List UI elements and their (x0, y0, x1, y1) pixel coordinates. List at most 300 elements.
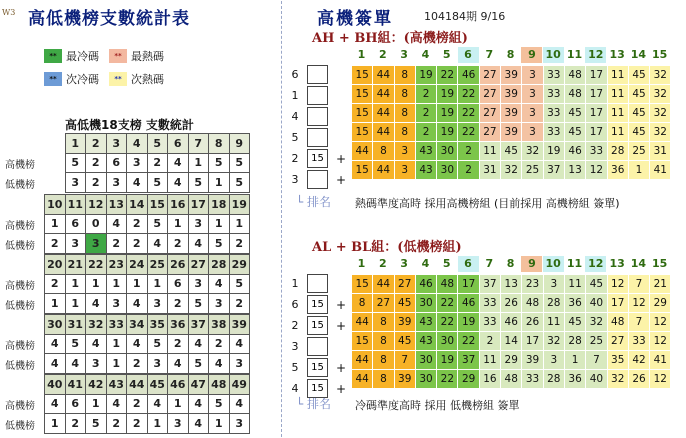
stat-cell: 2 (168, 234, 189, 254)
stat-cell: 2 (127, 234, 148, 254)
stat-row-label: 高機榜 (5, 281, 35, 292)
heatmap-cell: 39 (501, 123, 522, 142)
heatmap-cell: 27 (607, 332, 628, 351)
heatmap-cell: 27 (479, 123, 500, 142)
row-plus: + (336, 173, 347, 187)
stat-title: 高低機18支榜 支數統計 (65, 118, 194, 132)
stat-cell: 12 (86, 195, 107, 215)
stat-cell: 2 (45, 274, 66, 294)
stat-cell: 3 (229, 414, 250, 434)
heatmap-cell: 15 (352, 123, 373, 142)
stat-cell: 4 (188, 234, 209, 254)
stat-row-header (45, 195, 250, 215)
heatmap-cell: 40 (586, 294, 607, 313)
heatmap-cell: 22 (458, 332, 479, 351)
row-box (307, 86, 328, 105)
heatmap-cell: 22 (437, 370, 458, 389)
heatmap-cell: 28 (543, 294, 564, 313)
stat-cell: 5 (188, 354, 209, 374)
heatmap-cell: 42 (628, 351, 649, 370)
stat-row-label: 高機榜 (5, 341, 35, 352)
stat-cell: 2 (127, 414, 148, 434)
stat-cell: 1 (147, 274, 168, 294)
stat-cell: 8 (209, 134, 230, 154)
stat-cell: 0 (86, 214, 107, 234)
row-box (307, 65, 328, 84)
heatmap-cell: 19 (458, 313, 479, 332)
heatmap-cell: 8 (394, 85, 415, 104)
heatmap-cell: 40 (586, 370, 607, 389)
stat-cell: 19 (229, 195, 250, 215)
heatmap-row (352, 161, 671, 180)
left-title: 高低機榜支數統計表 (28, 9, 190, 29)
stat-row-label: 低機榜 (5, 421, 35, 432)
heatmap-cell: 17 (586, 85, 607, 104)
stat-row-header (45, 375, 250, 395)
heatmap-cell: 32 (650, 66, 671, 85)
heatmap-low (351, 274, 671, 389)
stat-block-1 (65, 133, 251, 193)
column-header: 8 (506, 48, 515, 61)
heatmap-cell: 22 (437, 294, 458, 313)
heatmap-cell: 23 (522, 275, 543, 294)
stat-cell: 4 (147, 234, 168, 254)
stat-cell: 40 (45, 375, 66, 395)
heatmap-cell: 32 (650, 104, 671, 123)
heatmap-cell: 3 (394, 161, 415, 180)
heatmap-cell: 12 (650, 370, 671, 389)
group-low-title: AL + BL組：(低機榜組) (312, 240, 462, 255)
row-rank: 6 (291, 68, 299, 81)
stat-cell: 2 (86, 153, 107, 173)
heatmap-cell: 43 (415, 161, 436, 180)
row-rank: 4 (291, 110, 299, 123)
stat-cell: 5 (147, 214, 168, 234)
heatmap-cell: 32 (543, 332, 564, 351)
heatmap-cell: 48 (437, 275, 458, 294)
stat-cell: 5 (147, 334, 168, 354)
heatmap-cell: 36 (564, 294, 585, 313)
heatmap-cell: 31 (650, 142, 671, 161)
legend-swatch-coldest: ** (44, 49, 62, 63)
stat-cell: 6 (168, 274, 189, 294)
stat-cell: 2 (147, 153, 168, 173)
stat-row-high (65, 153, 250, 173)
column-header: 13 (609, 48, 625, 61)
stat-row-header (45, 255, 250, 275)
heatmap-cell: 17 (586, 104, 607, 123)
column-header: 9 (521, 47, 542, 63)
stat-cell: 4 (209, 274, 230, 294)
heatmap-cell: 33 (543, 104, 564, 123)
heatmap-cell: 41 (650, 351, 671, 370)
stat-cell: 46 (168, 375, 189, 395)
legend-label-coldest: 最冷碼 (66, 50, 99, 63)
column-header: 11 (566, 257, 583, 270)
heatmap-cell: 3 (543, 351, 564, 370)
heatmap-cell: 19 (415, 66, 436, 85)
stat-cell: 4 (127, 294, 148, 314)
stat-row-low (45, 414, 250, 434)
heatmap-cell: 32 (607, 370, 628, 389)
stat-cell: 2 (168, 294, 189, 314)
column-header: 12 (585, 256, 606, 272)
heatmap-cell: 39 (501, 85, 522, 104)
heatmap-cell: 28 (607, 142, 628, 161)
stat-cell: 20 (45, 255, 66, 275)
heatmap-cell: 27 (394, 275, 415, 294)
stat-cell: 30 (45, 315, 66, 335)
heatmap-row (352, 370, 671, 389)
note-high: 熱碼準度高時 採用高機榜組 (目前採用 高機榜組 簽單) (355, 197, 620, 210)
heatmap-cell: 17 (458, 275, 479, 294)
heatmap-cell: 45 (586, 275, 607, 294)
heatmap-cell: 44 (352, 142, 373, 161)
heatmap-row (352, 275, 671, 294)
stat-cell: 4 (147, 394, 168, 414)
stat-cell: 21 (65, 255, 86, 275)
heatmap-cell: 45 (564, 123, 585, 142)
stat-cell: 1 (45, 214, 66, 234)
legend-label-second-cold: 次冷碼 (66, 73, 99, 86)
heatmap-cell: 8 (373, 313, 394, 332)
stat-row-header (65, 134, 250, 154)
column-header: 10 (543, 47, 564, 63)
stat-row-label: 高機榜 (5, 401, 35, 412)
heatmap-cell: 15 (352, 332, 373, 351)
column-header: 2 (378, 48, 387, 61)
stat-cell: 2 (106, 414, 127, 434)
row-rank: 1 (291, 89, 299, 102)
stat-cell: 2 (86, 173, 107, 193)
row-box: 15 (307, 149, 328, 168)
heatmap-cell: 11 (607, 123, 628, 142)
heatmap-cell: 44 (373, 104, 394, 123)
heatmap-cell: 33 (543, 66, 564, 85)
stat-cell: 1 (209, 173, 230, 193)
right-title: 高機簽單 (317, 9, 393, 29)
stat-cell: 1 (106, 334, 127, 354)
heatmap-cell: 35 (607, 351, 628, 370)
heatmap-cell: 48 (501, 370, 522, 389)
heatmap-cell: 3 (522, 123, 543, 142)
stat-cell: 38 (209, 315, 230, 335)
heatmap-cell: 7 (586, 351, 607, 370)
heatmap-cell: 39 (522, 351, 543, 370)
stat-row-label: 高機榜 (5, 221, 35, 232)
stat-cell: 29 (229, 255, 250, 275)
column-header: 1 (357, 48, 366, 61)
row-box (307, 170, 328, 189)
stat-cell: 1 (86, 274, 107, 294)
heatmap-cell: 30 (437, 161, 458, 180)
heatmap-cell: 44 (373, 123, 394, 142)
column-header: 15 (652, 48, 668, 61)
stat-cell: 2 (127, 214, 148, 234)
heatmap-cell: 44 (373, 161, 394, 180)
row-rank: 1 (291, 277, 299, 290)
column-header: 14 (630, 257, 647, 270)
heatmap-cell: 39 (394, 370, 415, 389)
stat-cell: 3 (168, 414, 189, 434)
heatmap-cell: 32 (586, 313, 607, 332)
stat-cell: 39 (229, 315, 250, 335)
column-header: 8 (506, 257, 515, 270)
period-label: 104184期 9/16 (424, 10, 506, 23)
heatmap-cell: 11 (607, 66, 628, 85)
stat-cell: 6 (65, 214, 86, 234)
heatmap-cell: 37 (458, 351, 479, 370)
heatmap-cell: 11 (607, 104, 628, 123)
heatmap-cell: 8 (352, 294, 373, 313)
legend-label-hottest: 最熱碼 (131, 50, 164, 63)
stat-cell: 2 (229, 234, 250, 254)
heatmap-cell: 22 (458, 123, 479, 142)
row-rank: 2 (291, 319, 299, 332)
heatmap-row (352, 85, 671, 104)
stat-cell: 3 (65, 234, 86, 254)
stat-cell: 48 (209, 375, 230, 395)
stat-cell: 5 (188, 173, 209, 193)
stat-cell: 25 (147, 255, 168, 275)
stat-block-3 (44, 254, 250, 314)
row-box (307, 107, 328, 126)
heatmap-cell: 15 (352, 104, 373, 123)
heatmap-cell: 32 (650, 85, 671, 104)
stat-cell: 4 (127, 334, 148, 354)
heatmap-cell: 3 (522, 104, 543, 123)
stat-cell: 4 (65, 354, 86, 374)
heatmap-cell: 19 (543, 142, 564, 161)
heatmap-cell: 13 (564, 161, 585, 180)
heatmap-cell: 45 (628, 123, 649, 142)
heatmap-cell: 46 (501, 313, 522, 332)
stat-cell: 24 (127, 255, 148, 275)
stat-cell: 4 (86, 334, 107, 354)
heatmap-cell: 27 (479, 85, 500, 104)
column-header: 5 (442, 48, 451, 61)
heatmap-row (352, 313, 671, 332)
stat-cell: 1 (65, 134, 86, 154)
heatmap-cell: 15 (352, 66, 373, 85)
stat-cell: 33 (106, 315, 127, 335)
stat-cell: 4 (229, 334, 250, 354)
heatmap-cell: 3 (394, 142, 415, 161)
stat-cell: 4 (188, 414, 209, 434)
heatmap-cell: 26 (628, 370, 649, 389)
stat-cell: 1 (86, 394, 107, 414)
stat-cell: 22 (86, 255, 107, 275)
stat-cell: 3 (188, 274, 209, 294)
legend-swatch-hottest: ** (109, 49, 127, 63)
legend (44, 48, 164, 87)
heatmap-cell: 44 (352, 313, 373, 332)
stat-cell: 42 (86, 375, 107, 395)
stat-cell: 4 (45, 354, 66, 374)
stat-cell: 1 (147, 414, 168, 434)
stat-cell: 1 (65, 274, 86, 294)
stat-row-low (45, 354, 250, 374)
heatmap-cell: 45 (628, 85, 649, 104)
column-header: 5 (442, 257, 451, 270)
heatmap-cell: 46 (458, 294, 479, 313)
stat-cell: 5 (86, 414, 107, 434)
stat-cell: 26 (168, 255, 189, 275)
stat-cell: 9 (229, 134, 250, 154)
stat-cell: 31 (65, 315, 86, 335)
heatmap-cell: 27 (479, 66, 500, 85)
heatmap-cell: 33 (479, 313, 500, 332)
stat-cell: 3 (106, 134, 127, 154)
heatmap-cell: 11 (479, 351, 500, 370)
column-header: 6 (458, 47, 479, 63)
row-plus: + (336, 152, 347, 166)
row-plus: + (336, 298, 347, 312)
stat-cell: 3 (188, 214, 209, 234)
heatmap-cell: 3 (522, 85, 543, 104)
stat-row-low (65, 173, 250, 193)
stat-cell: 1 (168, 214, 189, 234)
heatmap-cell: 19 (437, 351, 458, 370)
heatmap-cell: 15 (352, 85, 373, 104)
heatmap-cell: 3 (543, 275, 564, 294)
stat-cell: 2 (45, 234, 66, 254)
heatmap-cell: 45 (394, 332, 415, 351)
heatmap-cell: 2 (479, 332, 500, 351)
stat-cell: 1 (229, 214, 250, 234)
row-box: 15 (307, 316, 328, 335)
heatmap-cell: 44 (352, 351, 373, 370)
heatmap-cell: 29 (458, 370, 479, 389)
heatmap-cell: 15 (352, 275, 373, 294)
heatmap-cell: 17 (607, 294, 628, 313)
stat-cell: 3 (229, 354, 250, 374)
column-header: 11 (566, 48, 583, 61)
stat-cell: 3 (86, 354, 107, 374)
stat-row-high (45, 274, 250, 294)
heatmap-cell: 26 (501, 294, 522, 313)
stat-cell: 4 (127, 173, 148, 193)
sheet-tag: W3 (2, 8, 16, 17)
legend-swatch-second-hot: ** (109, 72, 127, 86)
heatmap-cell: 30 (415, 351, 436, 370)
row-rank: 5 (291, 131, 299, 144)
heatmap-cell: 46 (458, 66, 479, 85)
heatmap-cell: 15 (352, 161, 373, 180)
heatmap-cell: 3 (522, 66, 543, 85)
stat-cell: 4 (106, 214, 127, 234)
heatmap-cell: 43 (415, 332, 436, 351)
stat-row-label: 低機榜 (5, 361, 35, 372)
stat-cell: 15 (147, 195, 168, 215)
stat-row-label: 低機榜 (5, 241, 35, 252)
heatmap-cell: 21 (650, 275, 671, 294)
stat-cell: 1 (45, 414, 66, 434)
stat-cell: 5 (147, 173, 168, 193)
heatmap-cell: 45 (628, 104, 649, 123)
heatmap-cell: 36 (564, 370, 585, 389)
stat-row-label: 低機榜 (5, 301, 35, 312)
heatmap-cell: 7 (628, 275, 649, 294)
heatmap-cell: 2 (415, 123, 436, 142)
heatmap-cell: 28 (564, 332, 585, 351)
heatmap-cell: 33 (543, 85, 564, 104)
stat-cell: 2 (168, 334, 189, 354)
row-rank: 6 (291, 298, 299, 311)
stat-cell: 45 (147, 375, 168, 395)
heatmap-cell: 1 (564, 351, 585, 370)
stat-cell: 3 (127, 153, 148, 173)
stat-cell: 6 (106, 153, 127, 173)
row-plus: + (336, 382, 347, 396)
column-header: 7 (485, 257, 494, 270)
legend-swatch-second-cold: ** (44, 72, 62, 86)
heatmap-cell: 39 (394, 313, 415, 332)
legend-label-second-hot: 次熱碼 (131, 73, 164, 86)
heatmap-cell: 32 (501, 161, 522, 180)
column-header: 10 (543, 256, 564, 272)
stat-cell: 2 (127, 354, 148, 374)
heatmap-cell: 19 (437, 104, 458, 123)
heatmap-cell: 45 (394, 294, 415, 313)
stat-block-2 (44, 194, 250, 254)
stat-cell: 44 (127, 375, 148, 395)
stat-cell: 2 (229, 294, 250, 314)
column-header: 4 (421, 257, 430, 270)
stat-cell: 2 (65, 414, 86, 434)
heatmap-cell: 8 (394, 123, 415, 142)
heatmap-cell: 39 (501, 104, 522, 123)
heatmap-cell: 2 (458, 142, 479, 161)
heatmap-cell: 7 (628, 313, 649, 332)
heatmap-cell: 14 (501, 332, 522, 351)
stat-cell: 5 (229, 173, 250, 193)
stat-cell: 13 (106, 195, 127, 215)
column-header: 2 (378, 257, 387, 270)
stat-cell: 5 (229, 153, 250, 173)
heatmap-cell: 16 (479, 370, 500, 389)
heatmap-cell: 8 (373, 370, 394, 389)
heatmap-cell: 48 (564, 85, 585, 104)
heatmap-cell: 46 (564, 142, 585, 161)
note-low: 冷碼準度高時 採用 低機榜組 簽單 (355, 399, 520, 412)
stat-row-label: 高機榜 (5, 160, 35, 171)
heatmap-cell: 44 (373, 66, 394, 85)
stat-cell: 1 (168, 394, 189, 414)
stat-cell: 4 (106, 394, 127, 414)
row-rank: 5 (291, 361, 299, 374)
heatmap-row (352, 294, 671, 313)
heatmap-cell: 11 (479, 142, 500, 161)
stat-cell: 1 (209, 414, 230, 434)
stat-block-4 (44, 314, 250, 374)
row-rank: 2 (291, 152, 299, 165)
heatmap-cell: 12 (628, 294, 649, 313)
stat-cell: 4 (188, 394, 209, 414)
heatmap-row (352, 104, 671, 123)
heatmap-cell: 17 (586, 66, 607, 85)
stat-cell: 4 (229, 394, 250, 414)
heatmap-cell: 17 (522, 332, 543, 351)
heatmap-cell: 43 (415, 313, 436, 332)
heatmap-cell: 32 (650, 123, 671, 142)
stat-cell: 4 (188, 334, 209, 354)
heatmap-cell: 8 (394, 66, 415, 85)
stat-cell: 34 (127, 315, 148, 335)
stat-cell: 3 (106, 173, 127, 193)
stat-row-low (45, 234, 250, 254)
heatmap-cell: 11 (543, 313, 564, 332)
